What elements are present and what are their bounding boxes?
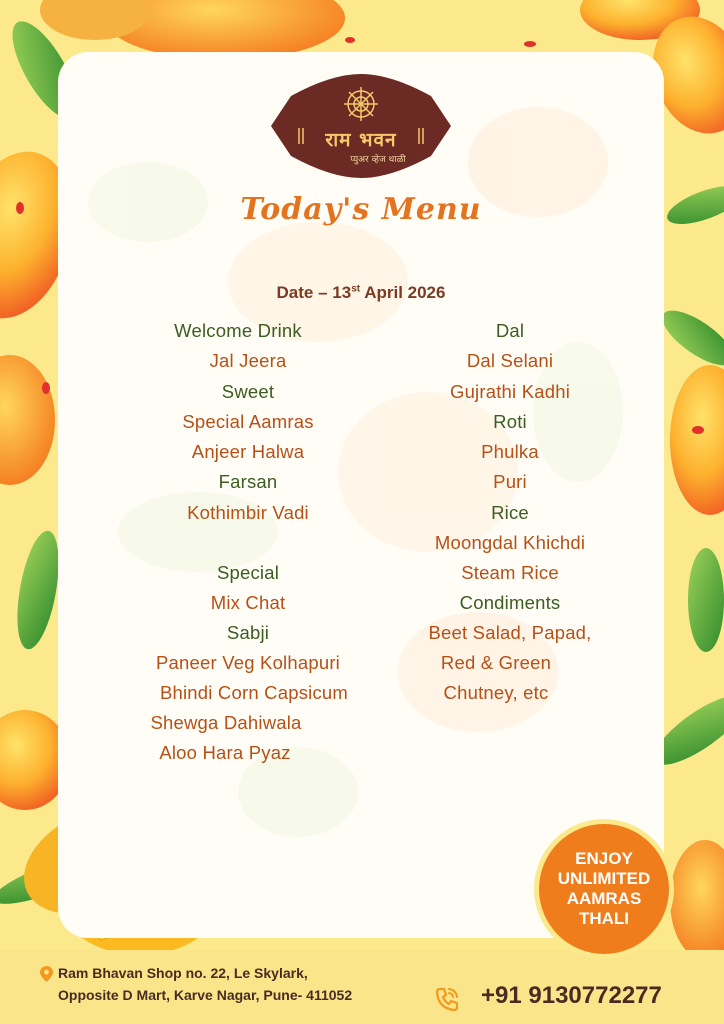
badge-line: AAMRAS — [566, 889, 642, 908]
menu-item: Aloo Hara Pyaz — [159, 742, 291, 763]
menu-item: Roti — [493, 411, 527, 432]
menu-item: Shewga Dahiwala — [150, 712, 302, 733]
date-prefix: Date – 13 — [276, 283, 352, 302]
brand-name: राम भवन — [325, 129, 397, 151]
menu-item: Dal — [495, 320, 525, 341]
menu-item: Welcome Drink — [174, 320, 302, 341]
menu-item: Special — [216, 562, 280, 583]
page-title: Today's Menu — [240, 192, 482, 227]
menu-card — [58, 52, 664, 938]
badge-line: ENJOY — [575, 849, 633, 868]
address — [40, 962, 352, 1006]
unlimited-aamras-badge — [539, 824, 669, 954]
faded-mango-watermark — [58, 52, 664, 938]
menu-item: Sabji — [226, 622, 270, 643]
menu-date — [58, 283, 664, 303]
menu-item: Dal Selani — [466, 350, 554, 371]
menu-item: Anjeer Halwa — [191, 441, 305, 462]
menu-item: Special Aamras — [182, 411, 314, 432]
location-pin-icon — [40, 966, 53, 982]
menu-item: Beet Salad, Papad, — [428, 622, 592, 643]
menu-item: Mix Chat — [210, 592, 286, 613]
menu-item: Steam Rice — [461, 562, 559, 583]
menu-item: Rice — [491, 502, 529, 523]
address-line-1: Ram Bhavan Shop no. 22, Le Skylark, — [58, 965, 308, 981]
menu-item: Farsan — [218, 471, 278, 492]
menu-item: Phulka — [481, 441, 539, 462]
menu-item: Red & Green — [440, 652, 552, 673]
menu-item: Kothimbir Vadi — [187, 502, 309, 523]
lotus-icon — [344, 87, 378, 121]
menu-item: Gujrathi Kadhi — [449, 381, 571, 402]
menu-item: Sweet — [221, 381, 275, 402]
menu-item: Jal Jeera — [209, 350, 287, 371]
menu-item: Condiments — [459, 592, 561, 613]
menu-item: Chutney, etc — [443, 682, 549, 703]
phone-number[interactable]: +91 9130772277 — [481, 982, 662, 1009]
brand-logo — [271, 74, 451, 178]
phone-ringing-icon[interactable] — [434, 986, 460, 1012]
badge-line: THALI — [578, 909, 630, 928]
menu-item: Paneer Veg Kolhapuri — [156, 652, 340, 673]
menu-item: Puri — [493, 471, 527, 492]
brand-tagline: प्युअर व्हेज थाळी — [350, 155, 406, 165]
menu-item: Bhindi Corn Capsicum — [159, 682, 349, 703]
date-ordinal-suffix: st — [351, 283, 361, 295]
address-line-2: Opposite D Mart, Karve Nagar, Pune- 411052 — [58, 987, 353, 1003]
badge-line: UNLIMITED — [557, 869, 651, 888]
date-rest: April 2026 — [360, 283, 446, 302]
menu-item: Moongdal Khichdi — [434, 532, 586, 553]
